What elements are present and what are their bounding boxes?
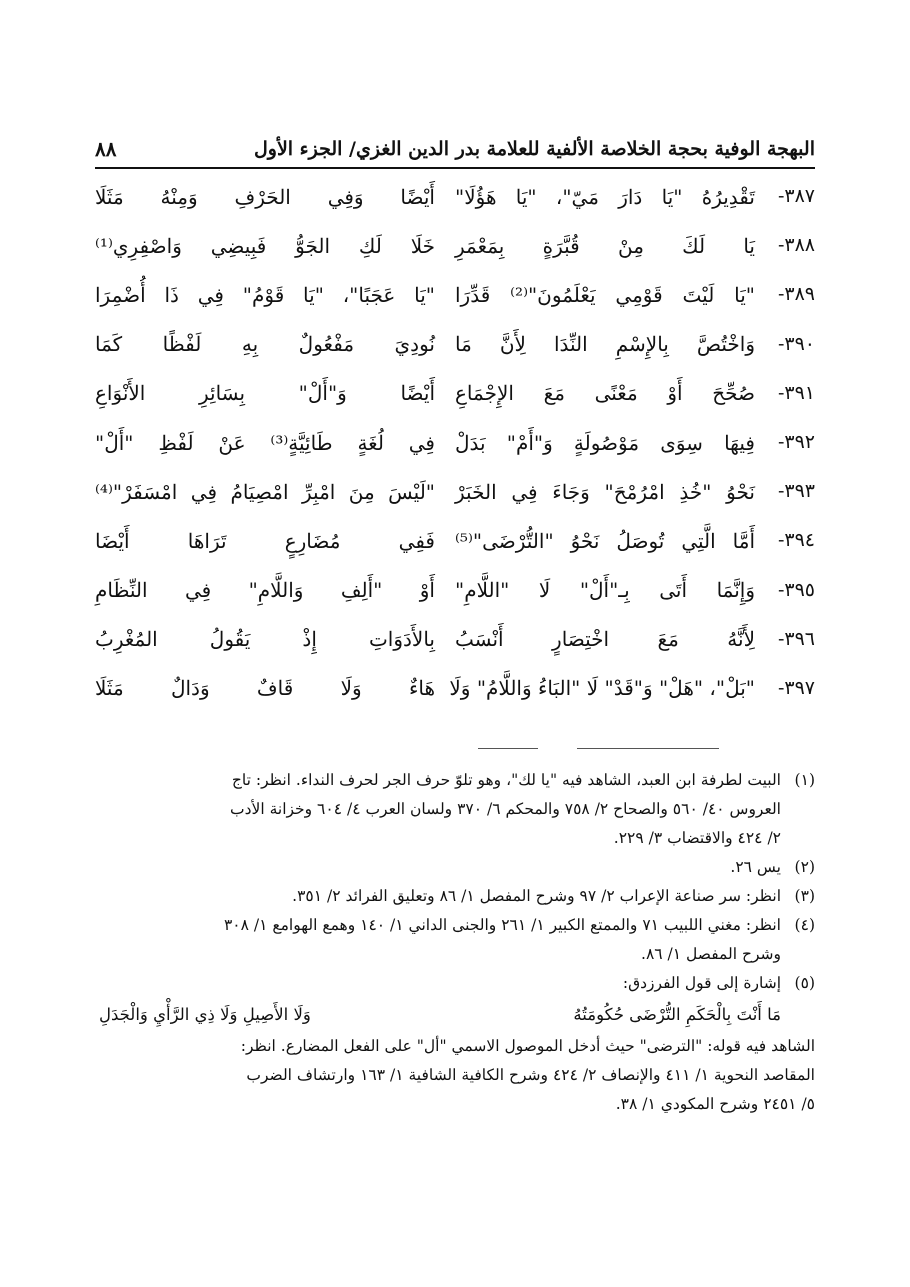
footnote-4	[95, 911, 815, 969]
footnote-line: البيت لطرفة ابن العبد، الشاهد فيه "يا لك"، وهو تلوّ حرف الجر لحرف النداء. انظر: تاج	[231, 771, 781, 789]
footnote-line: يس ٢٦.	[730, 858, 781, 876]
verse-396	[95, 615, 815, 664]
verse-second-hemistich: خَلَا لَكِ الجَوُّ فَبِيضِي وَاصْفِرِي⁽¹⁾	[95, 233, 435, 258]
verse-391	[95, 369, 815, 418]
verse-number: ٣٩٢-	[777, 431, 815, 454]
verse-number: ٣٩٠-	[777, 332, 815, 355]
footnote-line: انظر: سر صناعة الإعراب ٢/ ٩٧ وشرح المفصل ١/ ٨٦ وتعليق الفرائد ٢/ ٣٥١.	[292, 887, 781, 905]
verse-number: ٣٩١-	[777, 381, 815, 404]
footnote-number: (٢)	[794, 858, 815, 876]
verse-second-hemistich: فَفِي مُضَارِعٍ تَرَاهَا أَيْضَا	[95, 528, 435, 553]
footnote-body	[95, 766, 781, 853]
footnotes	[95, 766, 815, 1119]
verse-first-hemistich: "يَا لَيْتَ قَوْمِي يَعْلَمُونَ"⁽²⁾ قَدِّرَا	[455, 282, 755, 307]
verse-390	[95, 320, 815, 369]
footnote-separator	[577, 748, 719, 749]
verse-number: ٣٨٨-	[777, 234, 815, 257]
verse-number: ٣٨٧-	[777, 185, 815, 208]
footnote-line: الشاهد فيه قوله: "الترضى" حيث أدخل الموصول الاسمي "أل" على الفعل المضارع. انظر:	[240, 1037, 815, 1055]
verse-first-hemistich: تَقْدِيرُهُ "يَا دَارَ مَيّ"، "يَا هَؤُلَا"	[455, 184, 755, 209]
poem-first-hemistich: مَا أَنْتَ بِالْحَكَمِ التُّرْضَى حُكُومَتُهُ	[573, 1005, 781, 1024]
footnote-body	[95, 1032, 815, 1119]
footnote-3	[95, 882, 815, 911]
verse-number: ٣٨٩-	[777, 283, 815, 306]
verse-number: ٣٩٣-	[777, 480, 815, 503]
footnote-number: (٥)	[794, 974, 815, 992]
footnote-1	[95, 766, 815, 853]
verse-397	[95, 664, 815, 713]
verse-first-hemistich: نَحْوُ "خُذِ امْرُمْحَ" وَجَاءَ فِي الخَبَرْ	[455, 479, 755, 504]
header-title: البهجة الوفية بحجة الخلاصة الألفية للعلامة بدر الدين الغزي/ الجزء الأول	[253, 138, 815, 160]
verse-number: ٣٩٧-	[777, 676, 815, 699]
footnote-number: (٤)	[794, 916, 815, 934]
footnote-line: إشارة إلى قول الفرزدق:	[622, 974, 781, 992]
verse-second-hemistich: "يَا عَجَبًا"، "يَا قَوْمُ" فِي ذَا أُضْمِرَا	[95, 282, 435, 307]
verse-393	[95, 467, 815, 516]
verse-first-hemistich: لِأَنَّهُ مَعَ اخْتِصَارٍ أَنْسَبُ	[455, 627, 755, 652]
footnote-line: العروس ٤٠/ ٥٦٠ والصحاح ٢/ ٧٥٨ والمحكم ٦/ ٣٧٠ ولسان العرب ٤/ ٦٠٤ وخزانة الأدب	[230, 800, 781, 818]
verse-second-hemistich: أَيْضًا وَفِي الحَرْفِ وَمِنْهُ مَثَلَا	[95, 184, 435, 209]
running-header	[95, 132, 815, 166]
verse-second-hemistich: بِالأَدَوَاتِ إِذْ يَقُولُ المُغْرِبُ	[95, 627, 435, 652]
verse-first-hemistich: صُحِّحَ أَوْ مَعْنًى مَعَ الإِجْمَاعِ	[455, 381, 755, 406]
footnote-line: ٢/ ٤٢٤ والاقتضاب ٣/ ٢٢٩.	[613, 829, 781, 847]
verse-first-hemistich: "بَلْ"، "هَلْ" وَ"قَدْ" لَا "البَاءُ وَاللَّامُ" وَلَا	[449, 676, 755, 701]
verse-second-hemistich: فِي لُغَةٍ طَائِيَّةٍ⁽³⁾ عَنْ لَفْظِ "أَلْ"	[95, 430, 435, 455]
verse-number: ٣٩٦-	[777, 627, 815, 650]
verse-second-hemistich: هَاءٌ وَلَا قَافٌ وَدَالٌ مَثَلَا	[95, 676, 435, 701]
header-rule	[95, 167, 815, 169]
verse-second-hemistich: نُودِيَ مَفْعُولٌ بِهِ لَفْظًا كَمَا	[95, 332, 435, 357]
verse-392	[95, 418, 815, 467]
verse-395	[95, 566, 815, 615]
verse-second-hemistich: "لَيْسَ مِنَ امْبِرِّ امْصِيَامُ فِي امْسَفَرْ"⁽⁴⁾	[95, 479, 435, 504]
verse-388	[95, 221, 815, 270]
footnote-body	[95, 853, 781, 882]
footnote-line: انظر: مغني اللبيب ٧١ والممتع الكبير ١/ ٢٦١ والجنى الداني ١/ ١٤٠ وهمع الهوامع ١/ ٣٠٨	[223, 916, 781, 934]
footnote-5-continuation	[95, 1032, 815, 1119]
footnote-2	[95, 853, 815, 882]
verse-first-hemistich: وَاخْتُصَّ بِالإِسْمِ النِّدَا لِأَنَّ مَا	[455, 332, 755, 357]
verse-number: ٣٩٤-	[777, 529, 815, 552]
verse-first-hemistich: وَإِنَّمَا أَتَى بِـ"أَلْ" لَا "اللَّامِ"	[455, 578, 755, 603]
footnote-body	[95, 969, 781, 998]
verse-number: ٣٩٥-	[777, 578, 815, 601]
footnote-body	[95, 882, 781, 911]
footnote-separator	[478, 748, 538, 749]
verse-first-hemistich: أَمَّا الَّتِي تُوصَلُ نَحْوُ "التُّرْضَى"⁽⁵⁾	[455, 528, 755, 553]
verse-389	[95, 270, 815, 319]
verse-first-hemistich: فِيهَا سِوَى مَوْصُولَةٍ وَ"أَمْ" بَدَلْ	[455, 430, 755, 455]
verse-second-hemistich: أَوْ "أَلِفِ وَاللَّامِ" فِي النِّظَامِ	[95, 578, 435, 603]
verse-list	[95, 172, 815, 713]
footnote-number: (٣)	[794, 887, 815, 905]
footnote-5	[95, 969, 815, 998]
footnote-line: المقاصد النحوية ١/ ٤١١ والإنصاف ٢/ ٤٢٤ وشرح الكافية الشافية ١/ ١٦٣ وارتشاف الضرب	[246, 1066, 815, 1084]
verse-387	[95, 172, 815, 221]
verse-second-hemistich: أَيْضًا وَ"أَلْ" بِسَائِرِ الأَنْوَاعِ	[95, 381, 435, 406]
footnote-5-poem-verse	[95, 998, 815, 1032]
verse-first-hemistich: يَا لَكَ مِنْ قُبَّرَةٍ بِمَعْمَرِ	[455, 233, 755, 258]
footnote-body	[95, 911, 781, 969]
poem-second-hemistich: وَلَا الأَصِيلِ وَلَا ذِي الرَّأْيِ وَالْجَدَلِ	[99, 1005, 311, 1024]
footnote-line: وشرح المفصل ١/ ٨٦.	[641, 945, 781, 963]
footnote-number: (١)	[794, 771, 815, 789]
footnote-line: ٥/ ٢٤٥١ وشرح المكودي ١/ ٣٨.	[615, 1095, 815, 1113]
page-number: ٨٨	[95, 137, 117, 161]
verse-394	[95, 516, 815, 565]
